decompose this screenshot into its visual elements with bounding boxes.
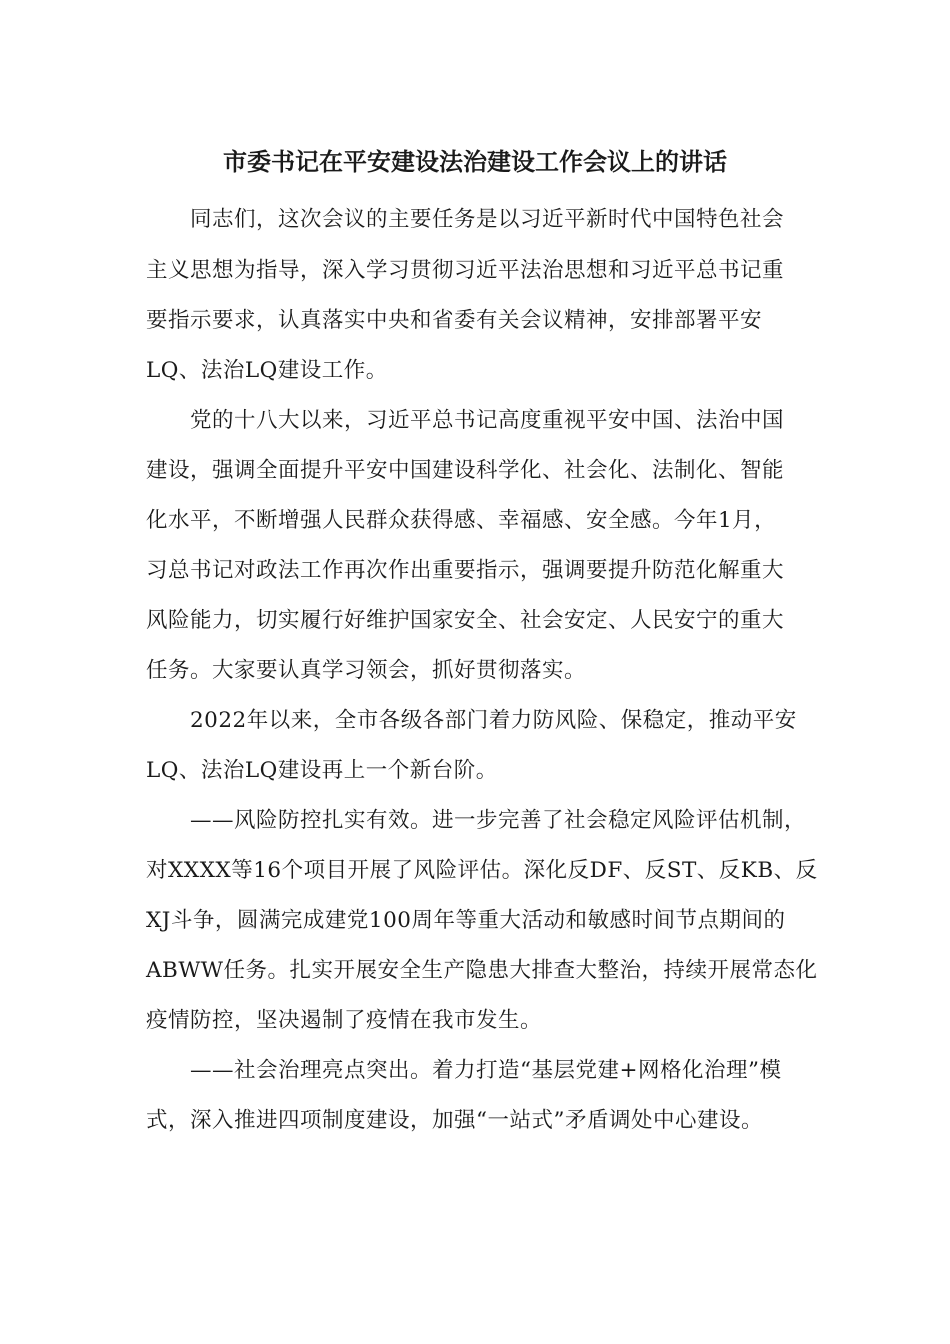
body-line: ABWW任务。扎实开展安全生产隐患大排查大整治，持续开展常态化 — [146, 958, 818, 983]
body-line: 2022年以来，全市各级各部门着力防风险、保稳定，推动平安 — [146, 708, 797, 733]
body-line: 要指示要求，认真落实中央和省委有关会议精神，安排部署平安 — [146, 308, 763, 333]
document-title: 市委书记在平安建设法治建设工作会议上的讲话 — [223, 147, 727, 176]
body-line: XJ斗争，圆满完成建党100周年等重大活动和敏感时间节点期间的 — [146, 908, 786, 933]
body-line: 任务。大家要认真学习领会，抓好贯彻落实。 — [146, 658, 587, 683]
body-line: 习总书记对政法工作再次作出重要指示，强调要提升防范化解重大 — [146, 558, 785, 583]
body-line: ——社会治理亮点突出。着力打造“基层党建+网格化治理”模 — [146, 1058, 782, 1083]
body-line: LQ、法治LQ建设工作。 — [146, 358, 388, 383]
body-line: 党的十八大以来，习近平总书记高度重视平安中国、法治中国 — [146, 408, 785, 433]
body-line: ——风险防控扎实有效。进一步完善了社会稳定风险评估机制， — [146, 808, 807, 833]
body-line: 主义思想为指导，深入学习贯彻习近平法治思想和习近平总书记重 — [146, 258, 785, 283]
body-line: LQ、法治LQ建设再上一个新台阶。 — [146, 758, 498, 783]
body-line: 对XXXX等16个项目开展了风险评估。深化反DF、反ST、反KB、反 — [146, 858, 818, 883]
body-line: 同志们，这次会议的主要任务是以习近平新时代中国特色社会 — [146, 207, 785, 232]
body-line: 建设，强调全面提升平安中国建设科学化、社会化、法制化、智能 — [146, 458, 785, 483]
body-line: 风险能力，切实履行好维护国家安全、社会安定、人民安宁的重大 — [146, 608, 785, 633]
body-line: 式，深入推进四项制度建设，加强“一站式”矛盾调处中心建设。 — [146, 1108, 763, 1133]
body-line: 化水平，不断增强人民群众获得感、幸福感、安全感。今年1月， — [146, 508, 777, 533]
body-line: 疫情防控，坚决遏制了疫情在我市发生。 — [146, 1008, 543, 1033]
